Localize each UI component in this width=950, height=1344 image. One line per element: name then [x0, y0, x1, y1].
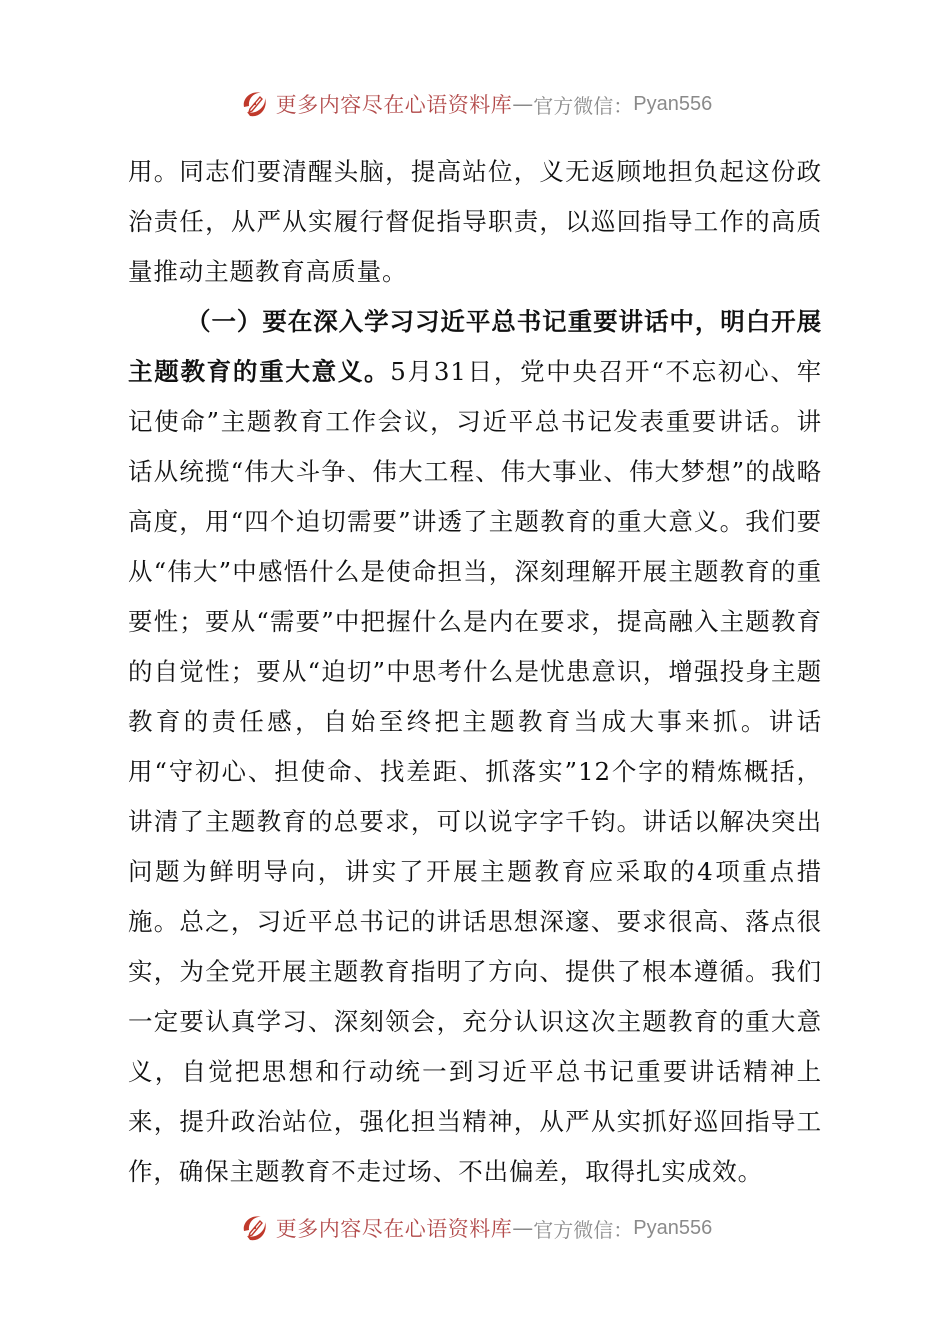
watermark-separator: — — [512, 92, 534, 116]
section-heading: （一）要在深入学习习近平总书记重要讲话中，明白开展主题教育的重大意义。 — [128, 307, 822, 386]
watermark-wechat-id: Pyan556 — [633, 92, 713, 115]
watermark-text: 更多内容尽在心语资料库 — [275, 1217, 513, 1241]
watermark-label: 官方微信： — [533, 1217, 634, 1242]
document-body — [128, 147, 822, 1197]
paragraph-section-1 — [128, 297, 822, 1197]
paragraph-continuation: 用。同志们要清醒头脑，提高站位，义无返顾地担负起这份政治责任，从严从实履行督促指导职责，以巡回指导工作的高质量推动主题教育高质量。 — [128, 157, 822, 286]
watermark-text: 更多内容尽在心语资料库 — [275, 93, 513, 117]
pen-nib-logo-icon — [238, 87, 272, 121]
footer-watermark — [0, 1206, 950, 1250]
section-body-text: 5月31日，党中央召开“不忘初心、牢记使命”主题教育工作会议，习近平总书记发表重要讲话。讲话从统揽“伟大斗争、伟大工程、伟大事业、伟大梦想”的战略高度，用“四个迫切需要”讲透了主题教育的重大意义。我们要从“伟大”中感悟什么是使命担当，深刻理解开展主题教育的重要性；要从“需要”中把握什么是内在要求，提高融入主题教育的自觉性；要从“迫切”中思考什么是忧患意识，增强投身主题教育的责任感，自始至终把主题教育当成大事来抓。讲话用“守初心、担使命、找差距、抓落实”12个字的精炼概括，讲清了主题教育的总要求，可以说字字千钧。讲话以解决突出问题为鲜明导向，讲实了开展主题教育应采取的4项重点措施。总之，习近平总书记的讲话思想深邃、要求很高、落点很实，为全党开展主题教育指明了方向、提供了根本遵循。我们一定要认真学习、深刻领会，充分认识这次主题教育的重大意义，自觉把思想和行动统一到习近平总书记重要讲话精神上来，提升政治站位，强化担当精神，从严从实抓好巡回指导工作，确保主题教育不走过场、不出偏差，取得扎实成效。 — [128, 357, 822, 1186]
watermark-label: 官方微信： — [533, 93, 634, 118]
watermark-separator: — — [512, 1216, 534, 1240]
header-watermark — [0, 82, 950, 126]
watermark-wechat-id: Pyan556 — [633, 1216, 713, 1239]
pen-nib-logo-icon — [238, 1211, 272, 1245]
